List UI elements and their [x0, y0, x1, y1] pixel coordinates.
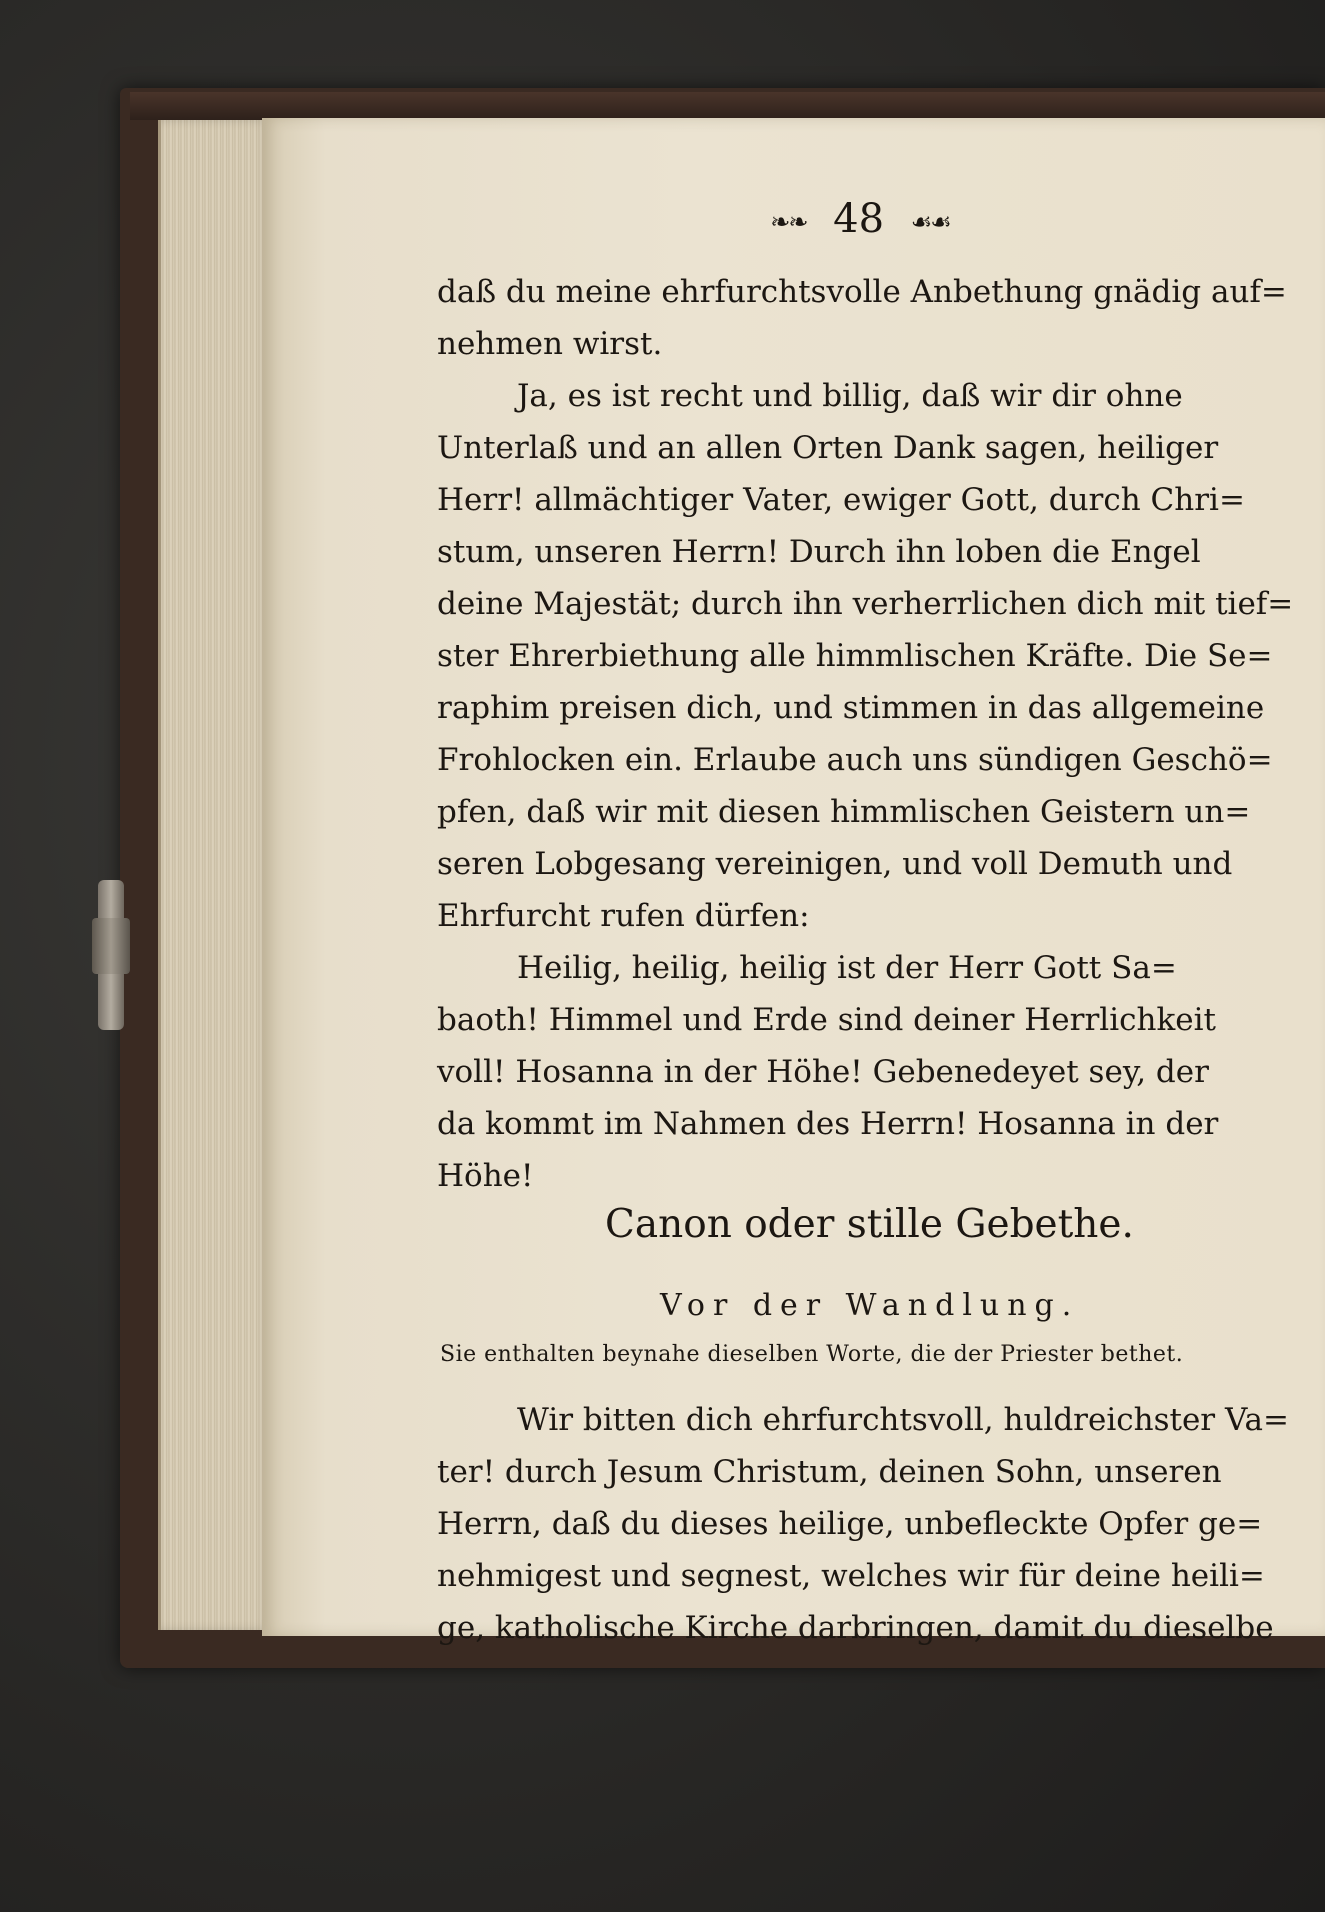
text-line: ge, katholische Kirche darbringen, damit du dieselbe — [437, 1610, 1274, 1646]
page-edges — [158, 120, 271, 1630]
text-line: stum, unseren Herrn! Durch ihn loben die Engel — [437, 534, 1201, 570]
text-line: baoth! Himmel und Erde sind deiner Herrlichkeit — [437, 1002, 1216, 1038]
page-number: 48 — [833, 196, 885, 242]
section-note: Sie enthalten beynahe dieselben Worte, die der Priester bethet. — [440, 1342, 1184, 1367]
text-line: Frohlocken ein. Erlaube auch uns sündigen Geschö= — [437, 742, 1273, 778]
text-line: da kommt im Nahmen des Herrn! Hosanna in der — [437, 1106, 1219, 1142]
text-line: deine Majestät; durch ihn verherrlichen dich mit tief= — [437, 586, 1294, 622]
text-line: voll! Hosanna in der Höhe! Gebenedeyet sey, der — [437, 1054, 1209, 1090]
text-line: nehmen wirst. — [437, 326, 663, 362]
text-line: Höhe! — [437, 1158, 534, 1194]
section-subtitle: Vor der Wandlung. — [660, 1288, 1080, 1323]
text-line: ter! durch Jesum Christum, deinen Sohn, unseren — [437, 1454, 1222, 1490]
page-header — [730, 196, 990, 256]
text-line: Wir bitten dich ehrfurchtsvoll, huldreichster Va= — [517, 1402, 1289, 1438]
ornament-right: ☙☙ — [910, 208, 950, 236]
section-title: Canon oder stille Gebethe. — [605, 1202, 1134, 1247]
text-line: pfen, daß wir mit diesen himmlischen Geistern un= — [437, 794, 1251, 830]
book-cover-top — [130, 92, 1325, 120]
text-line: Ja, es ist recht und billig, daß wir dir ohne — [517, 378, 1183, 414]
ornament-left: ❧❧ — [770, 208, 807, 236]
text-line: Ehrfurcht rufen dürfen: — [437, 898, 810, 934]
text-line: Herr! allmächtiger Vater, ewiger Gott, durch Chri= — [437, 482, 1245, 518]
text-line: Heilig, heilig, heilig ist der Herr Gott Sa= — [517, 950, 1177, 986]
text-line: daß du meine ehrfurchtsvolle Anbethung gnädig auf= — [437, 274, 1287, 310]
text-line: Unterlaß und an allen Orten Dank sagen, heiliger — [437, 430, 1219, 466]
text-line: seren Lobgesang vereinigen, und voll Demuth und — [437, 846, 1233, 882]
text-line: ster Ehrerbiethung alle himmlischen Kräfte. Die Se= — [437, 638, 1273, 674]
clasp-hinge — [92, 918, 130, 974]
text-line: raphim preisen dich, und stimmen in das allgemeine — [437, 690, 1265, 726]
text-line: nehmigest und segnest, welches wir für deine heili= — [437, 1558, 1265, 1594]
text-line: Herrn, daß du dieses heilige, unbefleckte Opfer ge= — [437, 1506, 1263, 1542]
